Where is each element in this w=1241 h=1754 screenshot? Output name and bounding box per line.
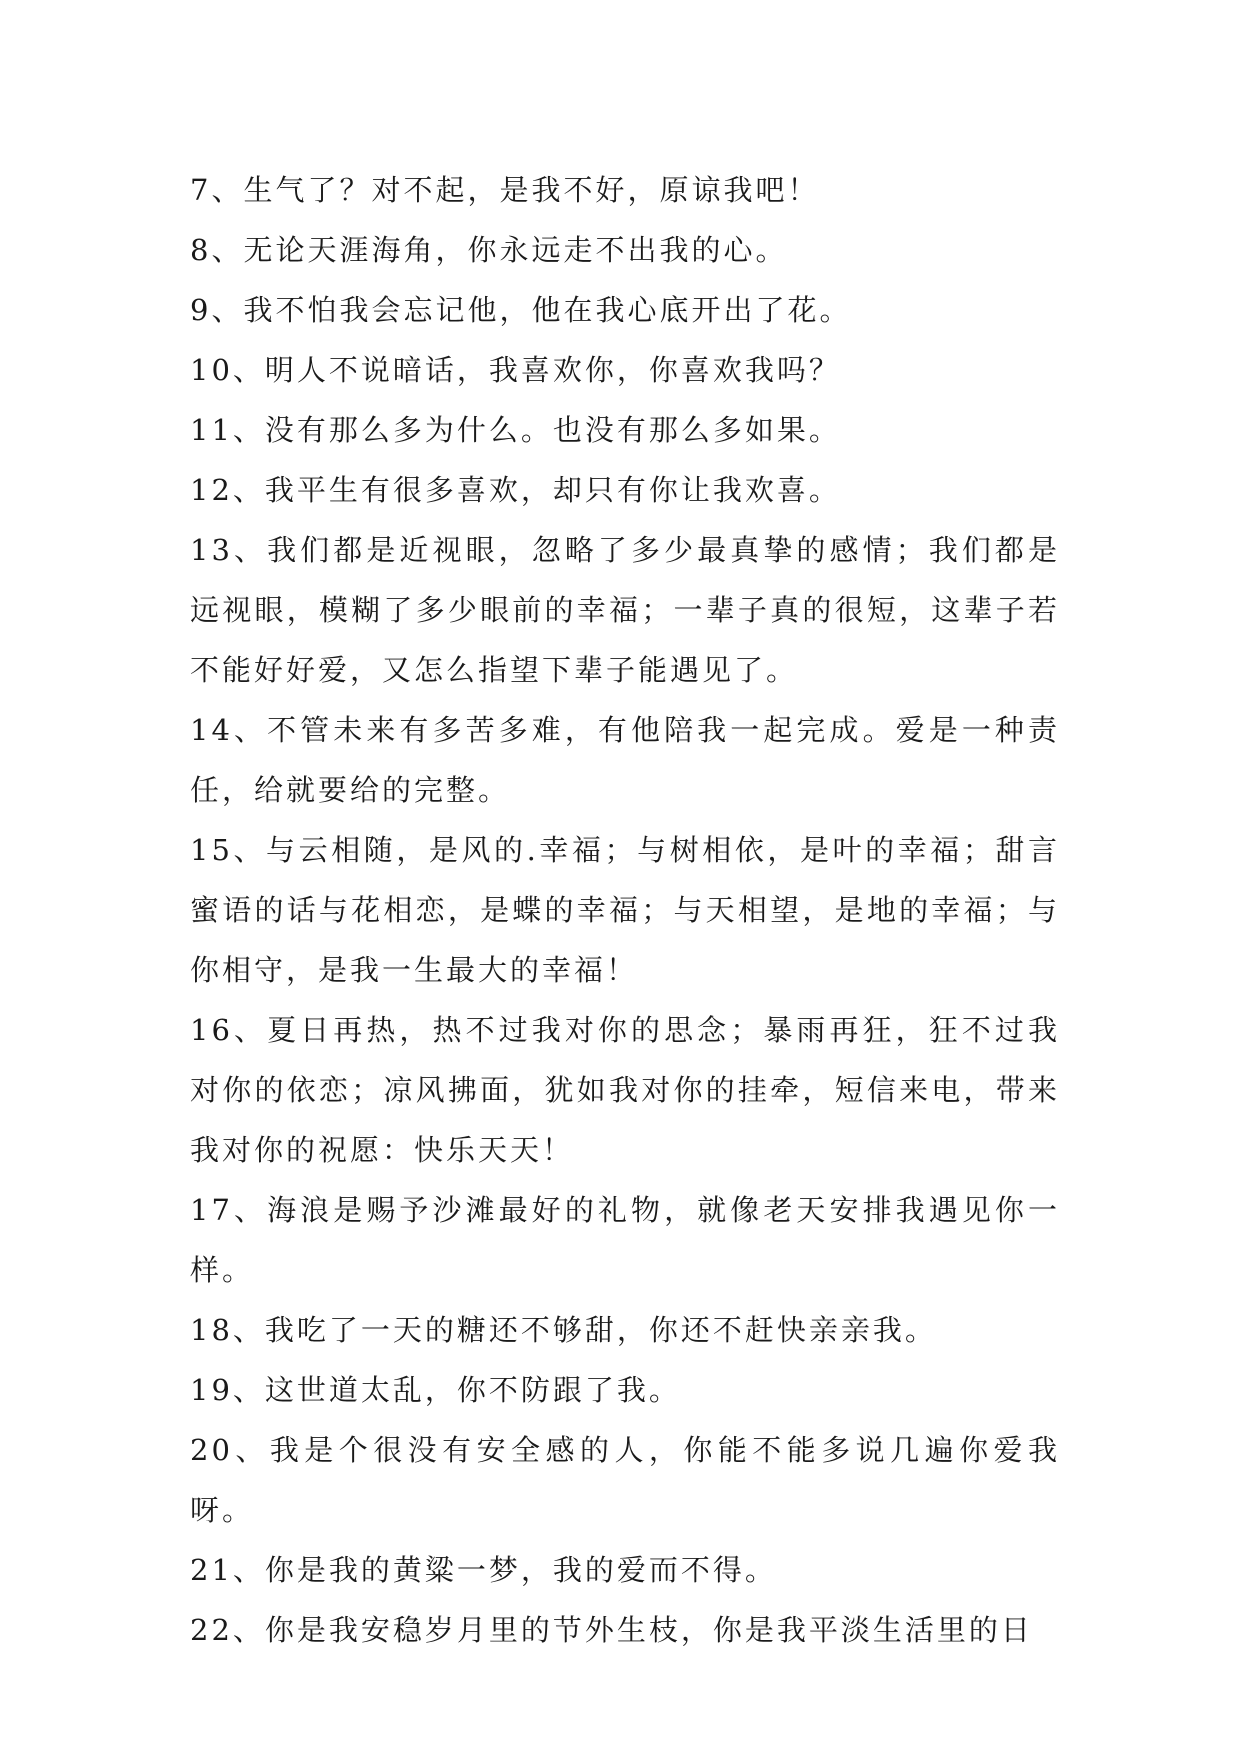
paragraph-18: 18、我吃了一天的糖还不够甜，你还不赶快亲亲我。 <box>190 1313 937 1347</box>
paragraph-8: 8、无论天涯海角，你永远走不出我的心。 <box>190 233 788 267</box>
paragraph-21: 21、你是我的黄粱一梦，我的爱而不得。 <box>190 1553 777 1587</box>
paragraph-16: 16、夏日再热，热不过我对你的思念；暴雨再狂，狂不过我对你的依恋；凉风拂面，犹如我对你的挂牵，短信来电，带来我对你的祝愿：快乐天天！ <box>190 1013 1060 1167</box>
paragraph-17: 17、海浪是赐予沙滩最好的礼物，就像老天安排我遇见你一样。 <box>190 1193 1060 1287</box>
paragraph-19: 19、这世道太乱，你不防跟了我。 <box>190 1373 681 1407</box>
document-body <box>190 160 1060 1660</box>
paragraph-13: 13、我们都是近视眼，忽略了多少最真挚的感情；我们都是远视眼，模糊了多少眼前的幸福；一辈子真的很短，这辈子若不能好好爱，又怎么指望下辈子能遇见了。 <box>190 533 1060 687</box>
paragraph-11: 11、没有那么多为什么。也没有那么多如果。 <box>190 413 841 447</box>
paragraph-12: 12、我平生有很多喜欢，却只有你让我欢喜。 <box>190 473 841 507</box>
paragraph-20: 20、我是个很没有安全感的人，你能不能多说几遍你爱我呀。 <box>190 1433 1060 1527</box>
paragraph-7: 7、生气了？对不起，是我不好，原谅我吧！ <box>190 173 820 207</box>
paragraph-15: 15、与云相随，是风的.幸福；与树相依，是叶的幸福；甜言蜜语的话与花相恋，是蝶的幸福；与天相望，是地的幸福；与你相守，是我一生最大的幸福！ <box>190 833 1060 987</box>
paragraph-10: 10、明人不说暗话，我喜欢你，你喜欢我吗？ <box>190 353 841 387</box>
paragraph-9: 9、我不怕我会忘记他，他在我心底开出了花。 <box>190 293 852 327</box>
paragraph-22: 22、你是我安稳岁月里的节外生枝，你是我平淡生活里的日 <box>190 1613 1033 1647</box>
paragraph-14: 14、不管未来有多苦多难，有他陪我一起完成。爱是一种责任，给就要给的完整。 <box>190 713 1060 807</box>
